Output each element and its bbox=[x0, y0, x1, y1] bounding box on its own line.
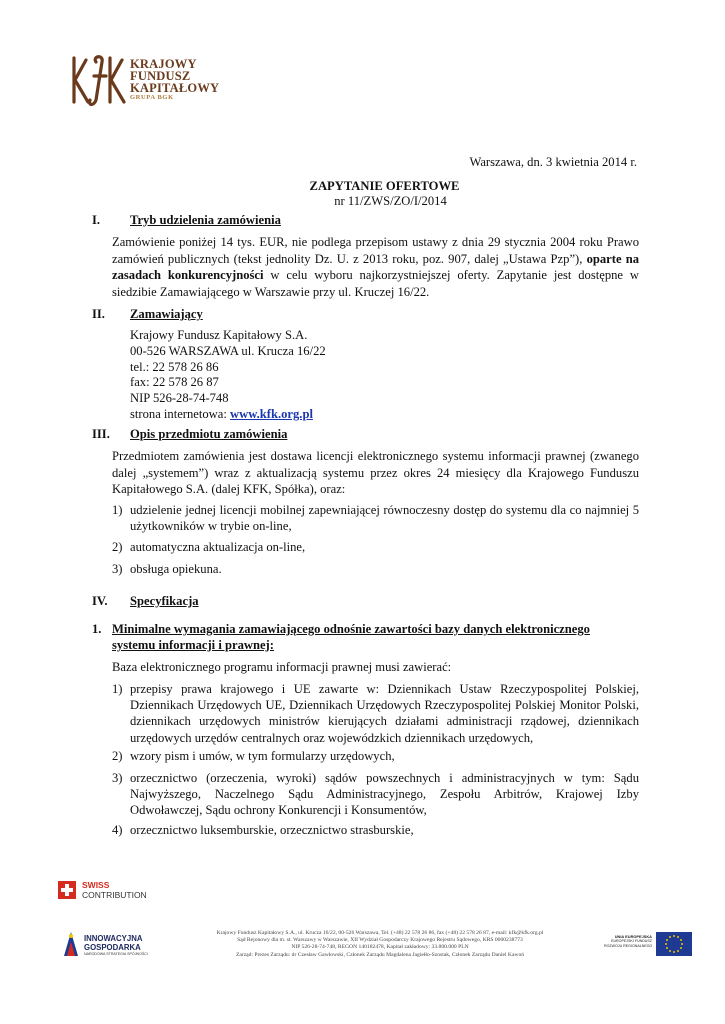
list-item-text: przepisy prawa krajowego i UE zawarte w: Dziennikach Ustaw Rzeczypospolitej Polskiej, Dziennikach Urzędowych UE, Dziennikach Urzędowych Rzeczypospolitej Polskiej Monitor Polski, dziennikach urzędowych ministrów kierujących działami administracji rządowej, dziennikach urzędowych urzędów centralnych oraz wojewódzkich dziennikach urzędowych, bbox=[130, 682, 639, 745]
list-item-number: 1) bbox=[112, 503, 123, 517]
list-item bbox=[112, 822, 639, 838]
footer-address-line2: Sąd Rejonowy dla m. st. Warszawy w Warszawie, XII Wydział Gospodarczy Krajowego Rejestru Sądowego, KRS 0000238773 bbox=[237, 937, 523, 944]
swiss-line1: SWISS bbox=[82, 880, 110, 890]
list-item-text: udzielenie jednej licencji mobilnej zapewniającej równoczesny dostęp do systemu dla co najmniej 5 użytkowników w trybie on-line, bbox=[130, 503, 639, 533]
eu-line1: UNIA EUROPEJSKA bbox=[614, 934, 652, 939]
swiss-cross-icon bbox=[58, 881, 76, 899]
logo-line3: KAPITAŁOWY bbox=[130, 81, 220, 95]
list-item-text: automatyczna aktualizacja on-line, bbox=[130, 540, 306, 554]
page-title: ZAPYTANIE OFERTOWE bbox=[309, 179, 460, 193]
list-item-text: wzory pism i umów, w tym formularzy urzędowych, bbox=[130, 749, 395, 763]
section-2-heading: Zamawiający bbox=[130, 307, 203, 321]
section-1-text-bold: oparte na zasadach konkurencyjności bbox=[112, 251, 640, 282]
eu-line3: ROZWOJU REGIONALNEGO bbox=[604, 944, 653, 948]
section-1-text-b: w celu wyboru najkorzystniejszej oferty. Zapytanie jest dostępne w siedzibie Zamawiającego w Warszawie przy ul. Kruczej 16/22. bbox=[112, 268, 639, 299]
logo-line2: FUNDUSZ bbox=[130, 69, 191, 83]
list-item bbox=[112, 539, 639, 555]
ig-line3: NARODOWA STRATEGIA SPÓJNOŚCI bbox=[84, 952, 148, 956]
subsection-heading: Minimalne wymagania zamawiającego odnośnie zawartości bazy danych elektronicznego systemu informacji i prawnej: bbox=[112, 622, 590, 652]
list-item-number: 2) bbox=[112, 540, 123, 554]
list-item bbox=[112, 681, 639, 746]
eu-line2: EUROPEJSKI FUNDUSZ bbox=[611, 939, 652, 943]
section-4-heading: Specyfikacja bbox=[130, 594, 199, 608]
list-item-text: obsługa opiekuna. bbox=[130, 562, 222, 576]
list-item-number: 4) bbox=[112, 823, 123, 837]
reference-number: nr 11/ZWS/ZO/I/2014 bbox=[334, 194, 447, 208]
ig-flag-icon bbox=[62, 930, 80, 958]
section-1-paragraph bbox=[112, 234, 639, 300]
subsection-number: 1. bbox=[92, 622, 102, 636]
eu-flag-icon bbox=[656, 932, 692, 956]
list-item bbox=[112, 770, 639, 819]
list-item-number: 3) bbox=[112, 771, 123, 785]
contact-fax: fax: 22 578 26 87 bbox=[130, 375, 219, 390]
kfk-monogram-icon bbox=[66, 52, 128, 110]
section-3-paragraph: Przedmiotem zamówienia jest dostawa licencji elektronicznego systemu informacji prawnej (zwanego dalej „systemem”) wraz z aktualizacją systemu przez okres 24 miesięcy dla Krajowego Funduszu Kapitałowego S.A. (dalej KFK, Spółka), oraz: bbox=[112, 449, 639, 496]
section-1-text-a: Zamówienie poniżej 14 tys. EUR, nie podlega przepisom ustawy z dnia 29 stycznia 2004 roku Prawo zamówień publicznych (tekst jednolity Dz. U. z 2013 roku, poz. 907, dalej „Ustawa Pzp”), bbox=[112, 235, 639, 266]
ig-line1: INNOWACYJNA bbox=[84, 934, 143, 943]
list-item-text: orzecznictwo luksemburskie, orzecznictwo strasburskie, bbox=[130, 823, 414, 837]
subsection-intro: Baza elektronicznego programu informacji prawnej musi zawierać: bbox=[112, 660, 452, 674]
section-1-number: I. bbox=[92, 213, 101, 227]
list-item bbox=[112, 561, 639, 577]
contact-address: 00-526 WARSZAWA ul. Krucza 16/22 bbox=[130, 343, 326, 358]
footer-address-line1: Krajowy Fundusz Kapitałowy S.A., ul. Krucza 16/22, 00-526 Warszawa, Tel. (+48) 22 578 26 86, fax (+48) 22 578 26 87, e-mail: kfk@kfk.org.pl bbox=[216, 930, 544, 936]
list-item-number: 3) bbox=[112, 562, 123, 576]
logo-sub: GRUPA BGK bbox=[130, 94, 174, 101]
contact-web-label: strona internetowa: bbox=[130, 406, 231, 421]
contact-phone: tel.: 22 578 26 86 bbox=[130, 359, 219, 374]
footer-address-line3: NIP 526-28-74-748, REGON 140182478, Kapitał zakładowy: 33.800.000 PLN bbox=[291, 944, 469, 951]
contact-nip: NIP 526-28-74-748 bbox=[130, 391, 229, 406]
section-3-heading: Opis przedmiotu zamówienia bbox=[130, 427, 288, 441]
contact-company: Krajowy Fundusz Kapitałowy S.A. bbox=[130, 328, 308, 342]
section-4-number: IV. bbox=[92, 594, 108, 608]
section-1-heading: Tryb udzielenia zamówienia bbox=[130, 213, 281, 227]
list-item-number: 1) bbox=[112, 682, 123, 696]
logo-line1: KRAJOWY bbox=[130, 57, 197, 71]
ig-line2: GOSPODARKA bbox=[84, 943, 141, 952]
contact-web bbox=[130, 407, 326, 423]
website-link[interactable]: www.kfk.org.pl bbox=[230, 406, 313, 421]
list-item-number: 2) bbox=[112, 749, 123, 763]
kfk-logo bbox=[66, 52, 220, 112]
date-line: Warszawa, dn. 3 kwietnia 2014 r. bbox=[469, 155, 637, 169]
eu-fund-logo bbox=[604, 930, 694, 958]
list-item bbox=[112, 748, 639, 764]
section-2-number: II. bbox=[92, 307, 105, 321]
footer-address-line4: Zarząd: Prezes Zarządu: dr Czesław Gawłowski, Członek Zarządu Magdalena Jagiełło-Szostak, Członek Zarządu Daniel Kawoń bbox=[235, 951, 525, 958]
section-3-number: III. bbox=[92, 427, 110, 441]
footer-address bbox=[160, 930, 600, 959]
list-item bbox=[112, 502, 639, 534]
list-item-text: orzecznictwo (orzeczenia, wyroki) sądów powszechnych i administracyjnych w tym: Sądu Najwyższego, Naczelnego Sądu Administracyjnego, Zespołu Arbitrów, Krajowej Izby Odwoławczej, Sądu ochrony Konkurencji i Konsumentów, bbox=[130, 771, 639, 818]
swiss-line2: CONTRIBUTION bbox=[82, 890, 147, 900]
contact-block bbox=[130, 328, 326, 423]
